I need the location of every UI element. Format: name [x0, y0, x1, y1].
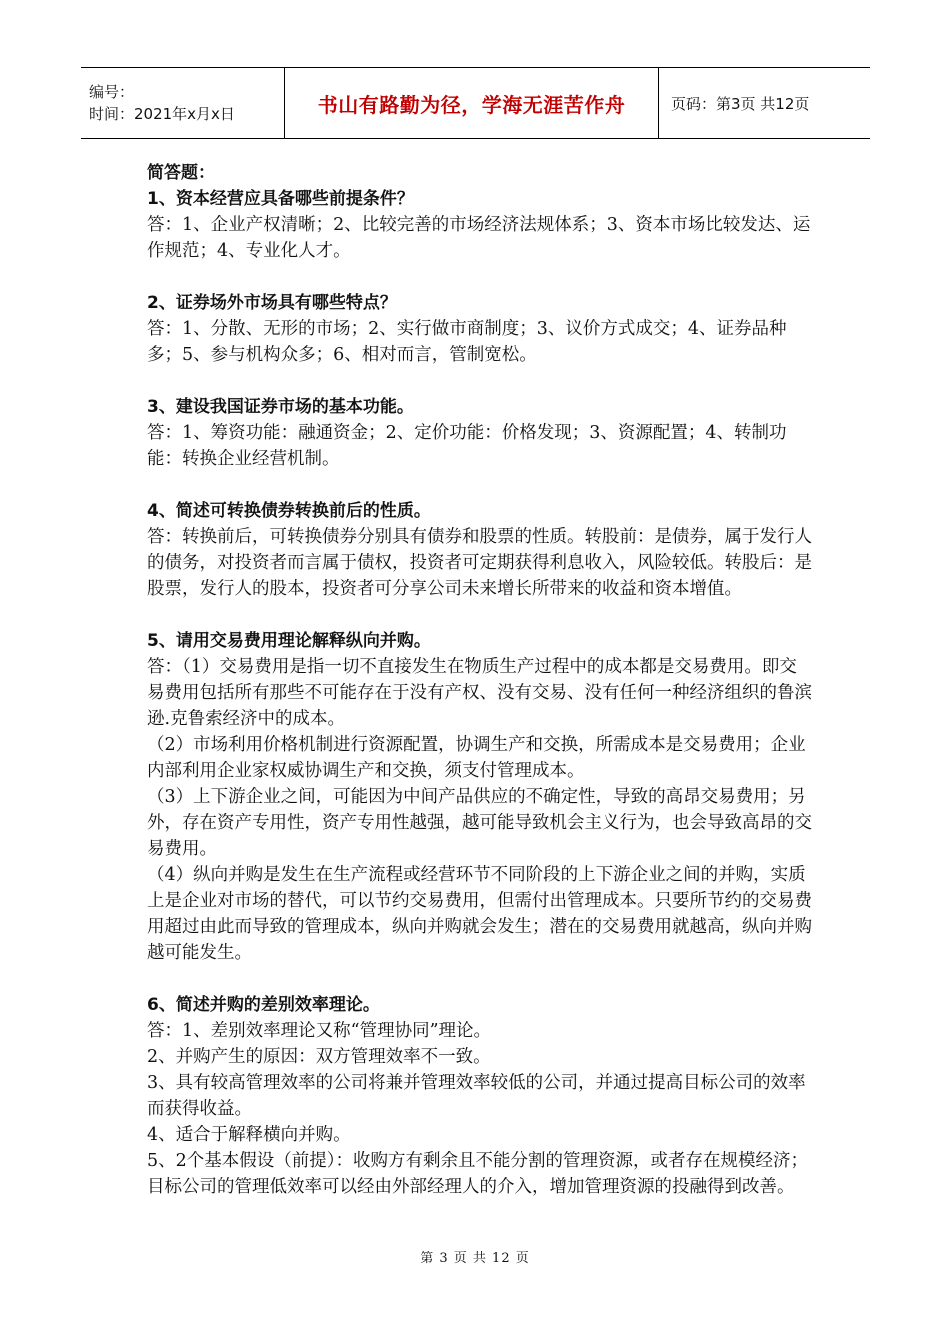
answer-6-part-4: 4、适合于解释横向并购。	[147, 1125, 351, 1145]
page-header	[81, 67, 870, 139]
question-5: 5、请用交易费用理论解释纵向并购。	[147, 631, 431, 651]
section-5	[147, 628, 812, 966]
answer-6-part-1: 答：1、差别效率理论又称“管理协同”理论。	[147, 1021, 492, 1041]
header-motto-cell	[285, 68, 659, 138]
answer-2: 答：1、分散、无形的市场；2、实行做市商制度；3、议价方式成交；4、证券品种多；5、参与机构众多；6、相对而言，管制宽松。	[147, 319, 787, 365]
question-2: 2、证券场外市场具有哪些特点？	[147, 293, 397, 313]
page-footer	[0, 1247, 950, 1266]
answer-4: 答：转换前后，可转换债券分别具有债券和股票的性质。转股前：是债券，属于发行人的债务，对投资者而言属于债权，投资者可定期获得利息收入，风险较低。转股后：是股票，发行人的股本，投资者可分享公司未来增长所带来的收益和资本增值。	[147, 527, 812, 599]
answer-6-part-5: 5、2个基本假设（前提）：收购方有剩余且不能分割的管理资源，或者存在规模经济；目标公司的管理低效率可以经由外部经理人的介入，增加管理资源的投融得到改善。	[147, 1151, 809, 1197]
answer-5-part-3: （3）上下游企业之间，可能因为中间产品供应的不确定性，导致的高昂交易费用；另外，存在资产专用性，资产专用性越强，越可能导致机会主义行为，也会导致高昂的交易费用。	[147, 787, 812, 859]
section-2	[147, 290, 812, 368]
number-label: 编号：	[89, 83, 135, 101]
answer-5-part-1: 答：（1）交易费用是指一切不直接发生在物质生产过程中的成本都是交易费用。即交易费用包括所有那些不可能存在于没有产权、没有交易、没有任何一种经济组织的鲁滨逊.克鲁索经济中的成本。	[147, 657, 812, 729]
document-body	[147, 160, 812, 1226]
answer-1: 答：1、企业产权清晰；2、比较完善的市场经济法规体系；3、资本市场比较发达、运作规范；4、专业化人才。	[147, 215, 811, 261]
section-3	[147, 394, 812, 472]
question-6: 6、简述并购的差别效率理论。	[147, 995, 380, 1015]
time-label: 时间：2021年x月x日	[89, 105, 235, 123]
section-1	[147, 186, 812, 264]
answer-5-part-4: （4）纵向并购是发生在生产流程或经营环节不同阶段的上下游企业之间的并购，实质上是企业对市场的替代，可以节约交易费用，但需付出管理成本。只要所节约的交易费用超过由此而导致的管理成本，纵向并购就会发生；潜在的交易费用就越高，纵向并购越可能发生。	[147, 865, 812, 963]
motto: 书山有路勤为径，学海无涯苦作舟	[317, 92, 626, 117]
header-meta	[81, 68, 285, 138]
doc-title: 简答题：	[147, 163, 215, 183]
footer-page-number: 第 3 页 共 12 页	[420, 1251, 530, 1266]
answer-5-part-2: （2）市场利用价格机制进行资源配置，协调生产和交换，所需成本是交易费用；企业内部利用企业家权威协调生产和交换，须支付管理成本。	[147, 735, 806, 781]
section-4	[147, 498, 812, 602]
answer-3: 答：1、筹资功能：融通资金；2、定价功能：价格发现；3、资源配置；4、转制功能：转换企业经营机制。	[147, 423, 787, 469]
question-1: 1、资本经营应具备哪些前提条件？	[147, 189, 414, 209]
question-4: 4、简述可转换债券转换前后的性质。	[147, 501, 431, 521]
answer-6-part-3: 3、具有较高管理效率的公司将兼并管理效率较低的公司，并通过提高目标公司的效率而获得收益。	[147, 1073, 806, 1119]
header-page-info-cell	[659, 68, 870, 138]
section-6	[147, 992, 812, 1200]
page-info: 页码：第3页 共12页	[671, 94, 810, 113]
answer-6-part-2: 2、并购产生的原因：双方管理效率不一致。	[147, 1047, 491, 1067]
question-3: 3、建设我国证券市场的基本功能。	[147, 397, 414, 417]
